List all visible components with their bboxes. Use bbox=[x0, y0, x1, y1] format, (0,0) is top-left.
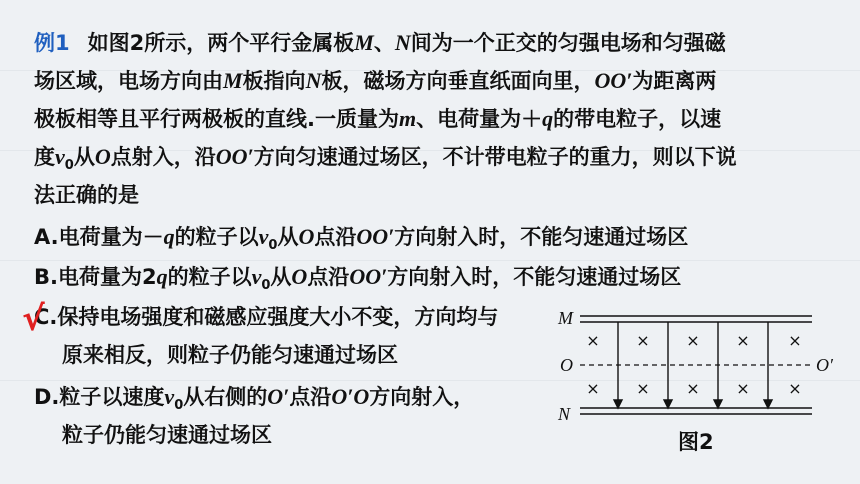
example-label: 例1 bbox=[34, 31, 70, 55]
option-c-line-2: 原来相反，则粒子仍能匀速通过场区 bbox=[62, 343, 398, 367]
question-line-5: 法正确的是 bbox=[34, 183, 139, 207]
correct-answer-check-icon: √ bbox=[22, 299, 45, 339]
cross-mark: × bbox=[686, 379, 700, 398]
cross-mark: × bbox=[586, 379, 600, 398]
question-line-1: 例1 如图2所示，两个平行金属板M、N间为一个正交的匀强电场和匀强磁 bbox=[34, 30, 726, 55]
cross-mark: × bbox=[736, 379, 750, 398]
label-o-prime: O′ bbox=[816, 355, 833, 375]
label-n: N bbox=[558, 404, 571, 424]
cross-mark: × bbox=[636, 379, 650, 398]
option-a[interactable]: A.电荷量为－q的粒子以$v_0$从O点沿OO′方向射入时，不能匀速通过场区 bbox=[34, 224, 689, 254]
option-c[interactable]: C.保持电场强度和磁感应强度大小不变，方向均与 bbox=[34, 305, 499, 329]
cross-mark: × bbox=[636, 331, 650, 350]
question-line-2: 场区域，电场方向由M板指向N板，磁场方向垂直纸面向里，OO′为距离两 bbox=[34, 68, 717, 93]
cross-mark: × bbox=[788, 331, 802, 350]
option-d-line-2: 粒子仍能匀速通过场区 bbox=[62, 423, 272, 447]
label-o: O bbox=[560, 355, 573, 375]
question-line-4: 度$v_0$从O点射入，沿OO′方向匀速通过场区，不计带电粒子的重力，则以下说 bbox=[34, 144, 737, 174]
question-line-3: 极板相等且平行两极板的直线.一质量为m、电荷量为＋q的带电粒子，以速 bbox=[34, 106, 722, 131]
option-d[interactable]: D.粒子以速度$v_0$从右侧的O′点沿O′O方向射入， bbox=[34, 384, 475, 414]
figure-caption: 图2 bbox=[678, 430, 714, 454]
option-b[interactable]: B.电荷量为2q的粒子以$v_0$从O点沿OO′方向射入时，不能匀速通过场区 bbox=[34, 264, 682, 294]
cross-mark: × bbox=[586, 331, 600, 350]
cross-mark: × bbox=[736, 331, 750, 350]
cross-mark: × bbox=[686, 331, 700, 350]
label-m: M bbox=[558, 308, 573, 328]
cross-mark: × bbox=[788, 379, 802, 398]
